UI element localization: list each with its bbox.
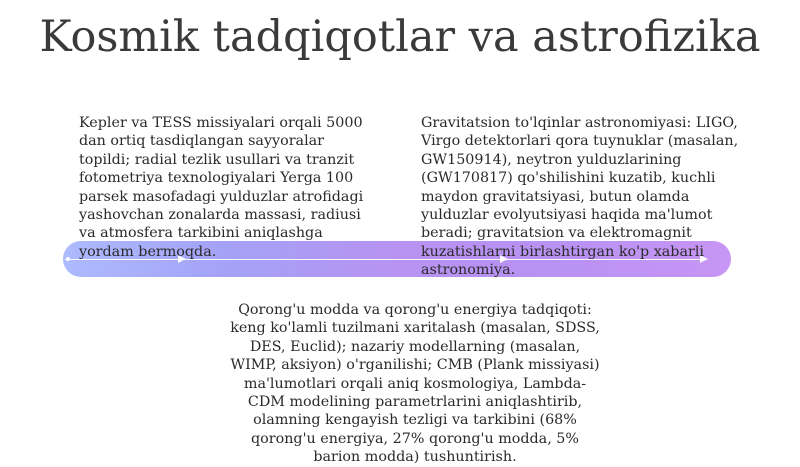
page-title: Kosmik tadqiqotlar va astrofizika <box>39 12 761 62</box>
text-block-gravitational-waves: Gravitatsion to'lqinlar astronomiyasi: LIGO, Virgo detektorlari qora tuynuklar (masalan, GW150914), neytron yulduzlarining (GW170817) qo'shilishini kuzatib, kuchli maydon gravitatsiyasi, butun olamda yulduzlar evolyutsiyasi haqida ma'lumot beradi; gravitatsion va elektromagnit kuzatishlarni birlashtirgan ko'p xabarli astronomiya. <box>421 115 739 279</box>
timeline-start-dot <box>66 257 70 261</box>
text-block-exoplanets: Kepler va TESS missiyalari orqali 5000 dan ortiq tasdiqlangan sayyoralar topildi; radial tezlik usullari va tranzit fotometriya texnologiyalari Yerga 100 parsek masofadagi yulduzlar atrofidagi yashovchan zonalarda massasi, radiusi va atmosfera tarkibini aniqlashga yordam bermoqda. <box>79 115 364 260</box>
text-block-dark-matter: Qorong'u modda va qorong'u energiya tadqiqoti: keng ko'lamli tuzilmani xaritalash (masalan, SDSS, DES, Euclid); nazariy modellarning (masalan, WIMP, aksiyon) o'rganilishi; CMB (Plank missiyasi) ma'lumotlari orqali aniq kosmologiya, Lambda-CDM modelining parametrlarini aniqlashtirib, olamning kengayish tezligi va tarkibini (68% qorong'u energiya, 27% qorong'u modda, 5% barion modda) tushuntirish. <box>230 302 600 466</box>
